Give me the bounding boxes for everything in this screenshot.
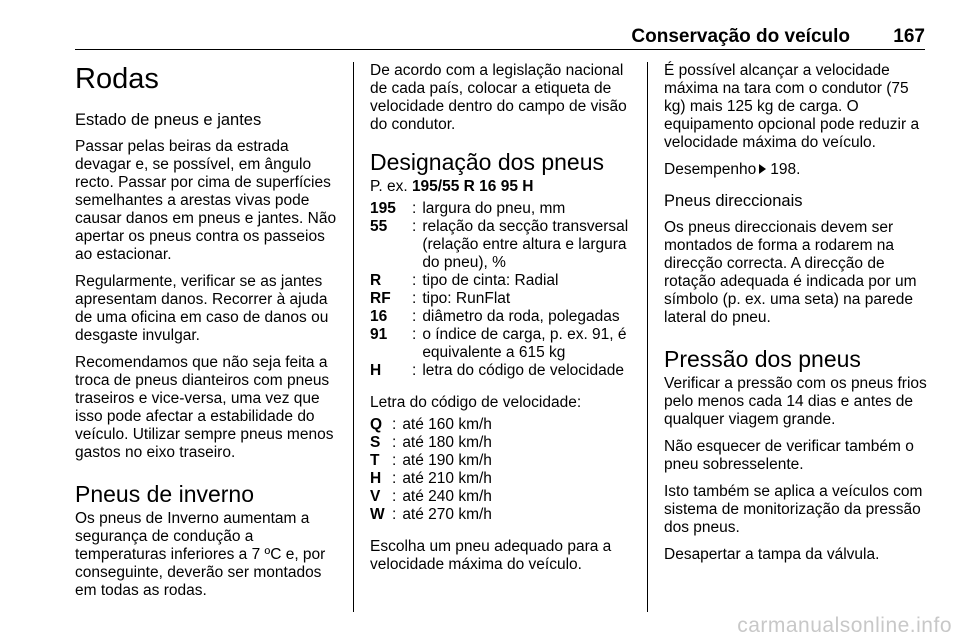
- heading-pressao: Pressão dos pneus: [664, 346, 861, 372]
- speed-key: V: [370, 488, 381, 505]
- definition-row: H : letra do código de velocidade: [370, 362, 634, 380]
- definition-row: 195 : largura do pneu, mm: [370, 200, 634, 218]
- speed-code-list: [370, 416, 634, 524]
- definition-row: R : tipo de cinta: Radial: [370, 272, 634, 290]
- definition-value: tipo: RunFlat: [422, 290, 511, 307]
- speed-row: H : até 210 km/h: [370, 470, 634, 488]
- running-title: Conservação do veículo: [631, 26, 850, 47]
- speed-row: W : até 270 km/h: [370, 506, 634, 524]
- definition-key: 55: [370, 218, 388, 235]
- speed-value: até 270 km/h: [402, 506, 492, 523]
- speed-row: Q : até 160 km/h: [370, 416, 634, 434]
- paragraph: Isto também se aplica a veículos com sistema de monitorização da pressão dos pneus.: [664, 483, 923, 536]
- speed-value: até 240 km/h: [402, 488, 492, 505]
- page-number: 167: [893, 26, 925, 47]
- paragraph: De acordo com a legislação nacional de cada país, colocar a etiqueta de velocidade dentro do campo de visão do condutor.: [370, 62, 627, 133]
- speed-value: até 210 km/h: [402, 470, 492, 487]
- definition-key: RF: [370, 290, 391, 307]
- column-3: [664, 62, 928, 573]
- example-prefix: P. ex.: [370, 178, 412, 195]
- column-2: [370, 62, 634, 583]
- speed-intro: Letra do código de velocidade:: [370, 394, 582, 411]
- cross-reference-label: Desempenho: [664, 161, 757, 178]
- paragraph: Os pneus direccionais devem ser montados de forma a rodarem na direcção correcta. A direcção de rotação adequada é indicada por um símbolo (p. ex. uma seta) na parede lateral do pneu.: [664, 219, 917, 326]
- header-rule: [75, 49, 925, 50]
- page-header: [75, 26, 925, 48]
- speed-key: W: [370, 506, 385, 523]
- paragraph: Não esquecer de verificar também o pneu sobresselente.: [664, 438, 914, 473]
- subheading-estado: Estado de pneus e jantes: [75, 111, 262, 129]
- definition-key: 195: [370, 200, 396, 217]
- definition-key: H: [370, 362, 382, 379]
- definition-value: largura do pneu, mm: [422, 200, 566, 217]
- section-title-rodas: Rodas: [75, 63, 159, 95]
- example-line: [370, 178, 634, 196]
- watermark: carmanualsonline.info: [737, 614, 952, 637]
- tire-code-definitions: [370, 200, 634, 380]
- page-reference-arrow-icon: [759, 164, 766, 174]
- paragraph: Regularmente, verificar se as jantes apresentam danos. Recorrer à ajuda de uma oficina em caso de danos ou desgaste invulgar.: [75, 273, 329, 344]
- column-1: [75, 62, 341, 609]
- definition-value: letra do código de velocidade: [422, 362, 624, 379]
- definition-value: o índice de carga, p. ex. 91, é equivalente a 615 kg: [422, 326, 627, 361]
- definition-key: R: [370, 272, 382, 289]
- paragraph: Escolha um pneu adequado para a velocidade máxima do veículo.: [370, 538, 612, 573]
- paragraph: É possível alcançar a velocidade máxima na tara com o condutor (75 kg) mais 125 kg de carga. O equipamento opcional pode reduzir a velocidade máxima do veículo.: [664, 62, 920, 151]
- paragraph: Desapertar a tampa da válvula.: [664, 546, 880, 563]
- speed-key: T: [370, 452, 380, 469]
- paragraph: Recomendamos que não seja feita a troca de pneus dianteiros com pneus traseiros e vice-versa, uma vez que isso pode afectar a estabilidade do veículo. Utilizar sempre pneus menos gastos no eixo traseiro.: [75, 354, 334, 461]
- definition-row: 16 : diâmetro da roda, polegadas: [370, 308, 634, 326]
- definition-value: relação da secção transversal (relação entre altura e largura do pneu), %: [422, 218, 629, 271]
- definition-row: 55 : relação da secção transversal (relação entre altura e largura do pneu), %: [370, 218, 634, 272]
- speed-key: S: [370, 434, 381, 451]
- heading-pneus-inverno: Pneus de inverno: [75, 481, 255, 507]
- speed-key: H: [370, 470, 382, 487]
- speed-row: S : até 180 km/h: [370, 434, 634, 452]
- definition-key: 91: [370, 326, 388, 343]
- speed-value: até 160 km/h: [402, 416, 492, 433]
- definition-key: 16: [370, 308, 388, 325]
- cross-reference-page: 198.: [770, 161, 801, 178]
- example-code: 195/55 R 16 95 H: [411, 178, 534, 195]
- paragraph: Os pneus de Inverno aumentam a segurança de condução a temperaturas inferiores a 7 ºC e, por conseguinte, deverão ser montados em todas as rodas.: [75, 510, 326, 599]
- definition-value: tipo de cinta: Radial: [422, 272, 559, 289]
- speed-value: até 180 km/h: [402, 434, 492, 451]
- paragraph: Passar pelas beiras da estrada devagar e, se possível, em ângulo recto. Passar por cima de superfícies semelhantes a arestas vivas pode causar danos em pneus e jantes. Não apertar os pneus contra os passeios ao estacionar.: [75, 138, 337, 263]
- speed-row: V : até 240 km/h: [370, 488, 634, 506]
- subheading-direccionais: Pneus direccionais: [664, 192, 803, 210]
- column-divider-2: [647, 62, 648, 612]
- paragraph: Verificar a pressão com os pneus frios pelo menos cada 14 dias e antes de qualquer viagem grande.: [664, 375, 927, 428]
- definition-row: RF : tipo: RunFlat: [370, 290, 634, 308]
- definition-row: 91 : o índice de carga, p. ex. 91, é equivalente a 615 kg: [370, 326, 634, 362]
- cross-reference[interactable]: [664, 161, 928, 179]
- heading-designacao: Designação dos pneus: [370, 149, 604, 175]
- definition-value: diâmetro da roda, polegadas: [422, 308, 620, 325]
- speed-value: até 190 km/h: [402, 452, 492, 469]
- speed-row: T : até 190 km/h: [370, 452, 634, 470]
- speed-key: Q: [370, 416, 383, 433]
- column-divider-1: [353, 62, 354, 612]
